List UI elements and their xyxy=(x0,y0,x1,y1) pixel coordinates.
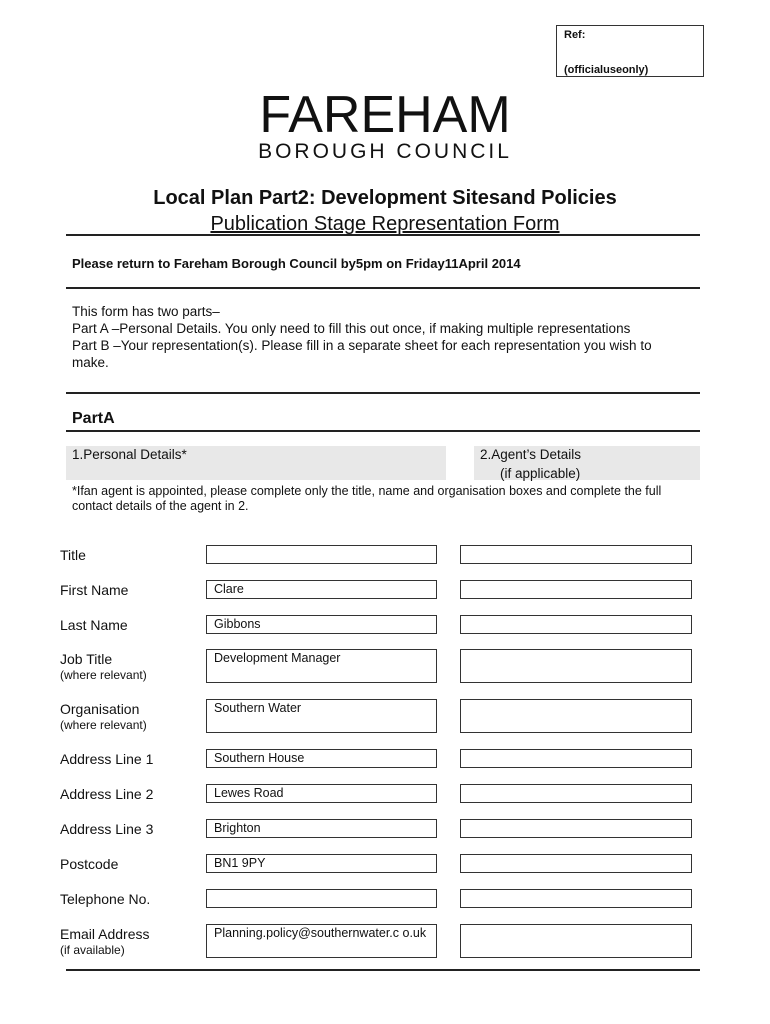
email-input[interactable]: Planning.policy@southernwater.c o.uk xyxy=(206,924,437,958)
address-line-3-label: Address Line 3 xyxy=(60,821,154,837)
email-sublabel: (if available) xyxy=(60,943,125,957)
agent-title-input[interactable] xyxy=(460,545,692,564)
agent-last-name-input[interactable] xyxy=(460,615,692,634)
part-a-title: PartA xyxy=(72,410,115,427)
agent-details-heading: 2.Agent’s Details xyxy=(480,447,582,462)
section-agent-details xyxy=(474,446,700,480)
address-line-3-input[interactable]: Brighton xyxy=(206,819,437,838)
agent-address-line-2-input[interactable] xyxy=(460,784,692,803)
agent-address-line-3-input[interactable] xyxy=(460,819,692,838)
job-title-sublabel: (where relevant) xyxy=(60,668,147,682)
agent-note: *Ifan agent is appointed, please complete only the title, name and organisation boxes and complete the full contact details of the agent in 2. xyxy=(72,484,662,513)
divider xyxy=(66,969,700,971)
organisation-sublabel: (where relevant) xyxy=(60,718,147,732)
intro-line: Part B –Your representation(s). Please fill in a separate sheet for each representation you wish to make. xyxy=(72,338,652,370)
last-name-input[interactable]: Gibbons xyxy=(206,615,437,634)
telephone-label: Telephone No. xyxy=(60,891,151,907)
job-title-label-text: Job Title xyxy=(60,651,113,667)
title-input[interactable] xyxy=(206,545,437,564)
agent-postcode-input[interactable] xyxy=(460,854,692,873)
return-note: Please return to Fareham Borough Council by5pm on Friday11April 2014 xyxy=(72,256,521,271)
intro-line: Part A –Personal Details. You only need to fill this out once, if making multiple representations xyxy=(72,321,631,336)
job-title-label xyxy=(60,651,147,682)
agent-first-name-input[interactable] xyxy=(460,580,692,599)
agent-job-title-input[interactable] xyxy=(460,649,692,683)
title-label: Title xyxy=(60,547,86,563)
agent-details-note: (if applicable) xyxy=(500,466,581,481)
last-name-label: Last Name xyxy=(60,617,128,633)
first-name-input[interactable]: Clare xyxy=(206,580,437,599)
telephone-input[interactable] xyxy=(206,889,437,908)
form-title: Local Plan Part2: Development Sitesand Policies xyxy=(153,187,617,209)
form-subtitle: Publication Stage Representation Form xyxy=(210,213,560,235)
address-line-1-label: Address Line 1 xyxy=(60,751,154,767)
agent-address-line-1-input[interactable] xyxy=(460,749,692,768)
divider xyxy=(66,430,700,432)
section-personal-details: 1.Personal Details* xyxy=(66,446,446,480)
address-line-2-input[interactable]: Lewes Road xyxy=(206,784,437,803)
agent-organisation-input[interactable] xyxy=(460,699,692,733)
agent-email-input[interactable] xyxy=(460,924,692,958)
first-name-label: First Name xyxy=(60,582,129,598)
official-use-label: (officialuseonly) xyxy=(564,64,649,76)
job-title-input[interactable]: Development Manager xyxy=(206,649,437,683)
agent-telephone-input[interactable] xyxy=(460,889,692,908)
council-logo-text: FAREHAM xyxy=(259,86,511,144)
email-label xyxy=(60,926,149,957)
council-logo-subtext: BOROUGH COUNCIL xyxy=(258,140,512,163)
postcode-input[interactable]: BN1 9PY xyxy=(206,854,437,873)
organisation-input[interactable]: Southern Water xyxy=(206,699,437,733)
email-label-text: Email Address xyxy=(60,926,150,942)
divider xyxy=(66,234,700,236)
intro-text xyxy=(72,303,682,371)
address-line-2-label: Address Line 2 xyxy=(60,786,154,802)
ref-label: Ref: xyxy=(564,29,586,41)
divider xyxy=(66,287,700,289)
organisation-label xyxy=(60,701,147,732)
address-line-1-input[interactable]: Southern House xyxy=(206,749,437,768)
organisation-label-text: Organisation xyxy=(60,701,140,717)
postcode-label: Postcode xyxy=(60,856,119,872)
intro-line: This form has two parts– xyxy=(72,304,220,319)
ref-box xyxy=(556,25,704,77)
divider xyxy=(66,392,700,394)
